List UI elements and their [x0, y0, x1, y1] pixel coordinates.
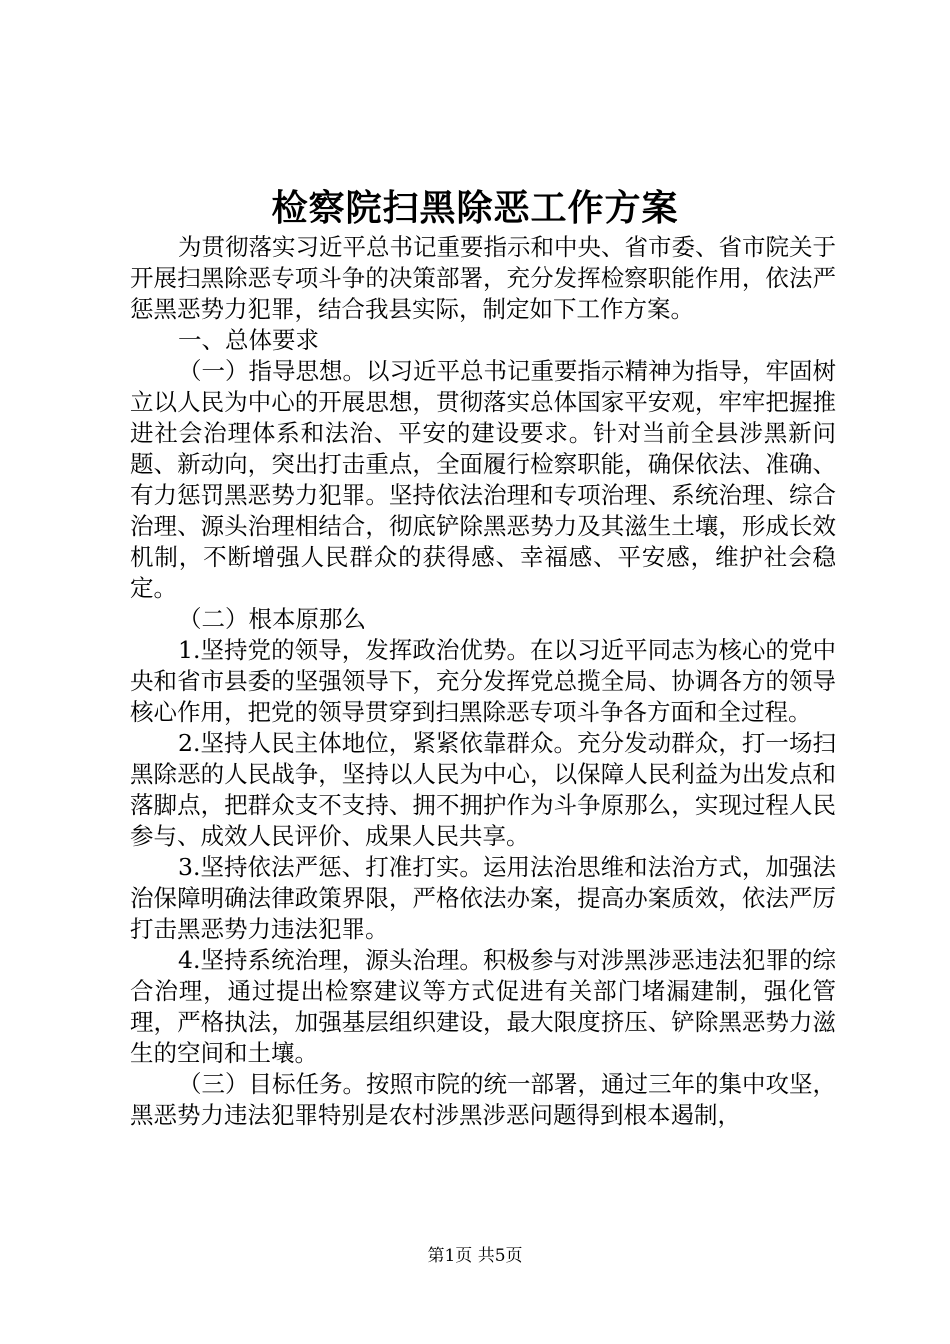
- document-title: 检察院扫黑除恶工作方案: [271, 187, 679, 229]
- subsection-heading-principles: （二）根本原那么: [178, 605, 366, 633]
- paragraph-targets: （三）目标任务。按照市院的统一部署，通过三年的集中攻坚，黑恶势力违法犯罪特别是农村涉黑涉恶问题得到根本遏制，: [130, 1070, 836, 1129]
- page-number: 第1页 共5页: [427, 1246, 523, 1266]
- paragraph-guiding-ideology: （一）指导思想。以习近平总书记重要指示精神为指导，牢固树立以人民为中心的开展思想，贯彻落实总体国家平安观，牢牢把握推进社会治理体系和法治、平安的建设要求。针对当前全县涉黑新问题、新动向，突出打击重点，全面履行检察职能，确保依法、准确、有力惩罚黑恶势力犯罪。坚持依法治理和专项治理、系统治理、综合治理、源头治理相结合，彻底铲除黑恶势力及其滋生土壤，形成长效机制，不断增强人民群众的获得感、幸福感、平安感，维护社会稳定。: [130, 357, 836, 602]
- paragraph-principle-2: 2.坚持人民主体地位，紧紧依靠群众。充分发动群众，打一场扫黑除恶的人民战争，坚持以人民为中心，以保障人民利益为出发点和落脚点，把群众支不支持、拥不拥护作为斗争原那么，实现过程人民参与、成效人民评价、成果人民共享。: [130, 729, 836, 850]
- document-body: [130, 232, 836, 1131]
- paragraph-intro: 为贯彻落实习近平总书记重要指示和中央、省市委、省市院关于开展扫黑除恶专项斗争的决策部署，充分发挥检察职能作用，依法严惩黑恶势力犯罪，结合我县实际，制定如下工作方案。: [130, 233, 836, 323]
- paragraph-principle-3: 3.坚持依法严惩、打准打实。运用法治思维和法治方式，加强法治保障明确法律政策界限，严格依法办案，提高办案质效，依法严厉打击黑恶势力违法犯罪。: [130, 853, 836, 943]
- paragraph-principle-4: 4.坚持系统治理，源头治理。积极参与对涉黑涉恶违法犯罪的综合治理，通过提出检察建议等方式促进有关部门堵漏建制，强化管理，严格执法，加强基层组织建设，最大限度挤压、铲除黑恶势力滋生的空间和土壤。: [130, 946, 836, 1067]
- paragraph-principle-1: 1.坚持党的领导，发挥政治优势。在以习近平同志为核心的党中央和省市县委的坚强领导下，充分发挥党总揽全局、协调各方的领导核心作用，把党的领导贯穿到扫黑除恶专项斗争各方面和全过程。: [130, 636, 836, 726]
- section-heading-general-requirements: 一、总体要求: [178, 326, 319, 354]
